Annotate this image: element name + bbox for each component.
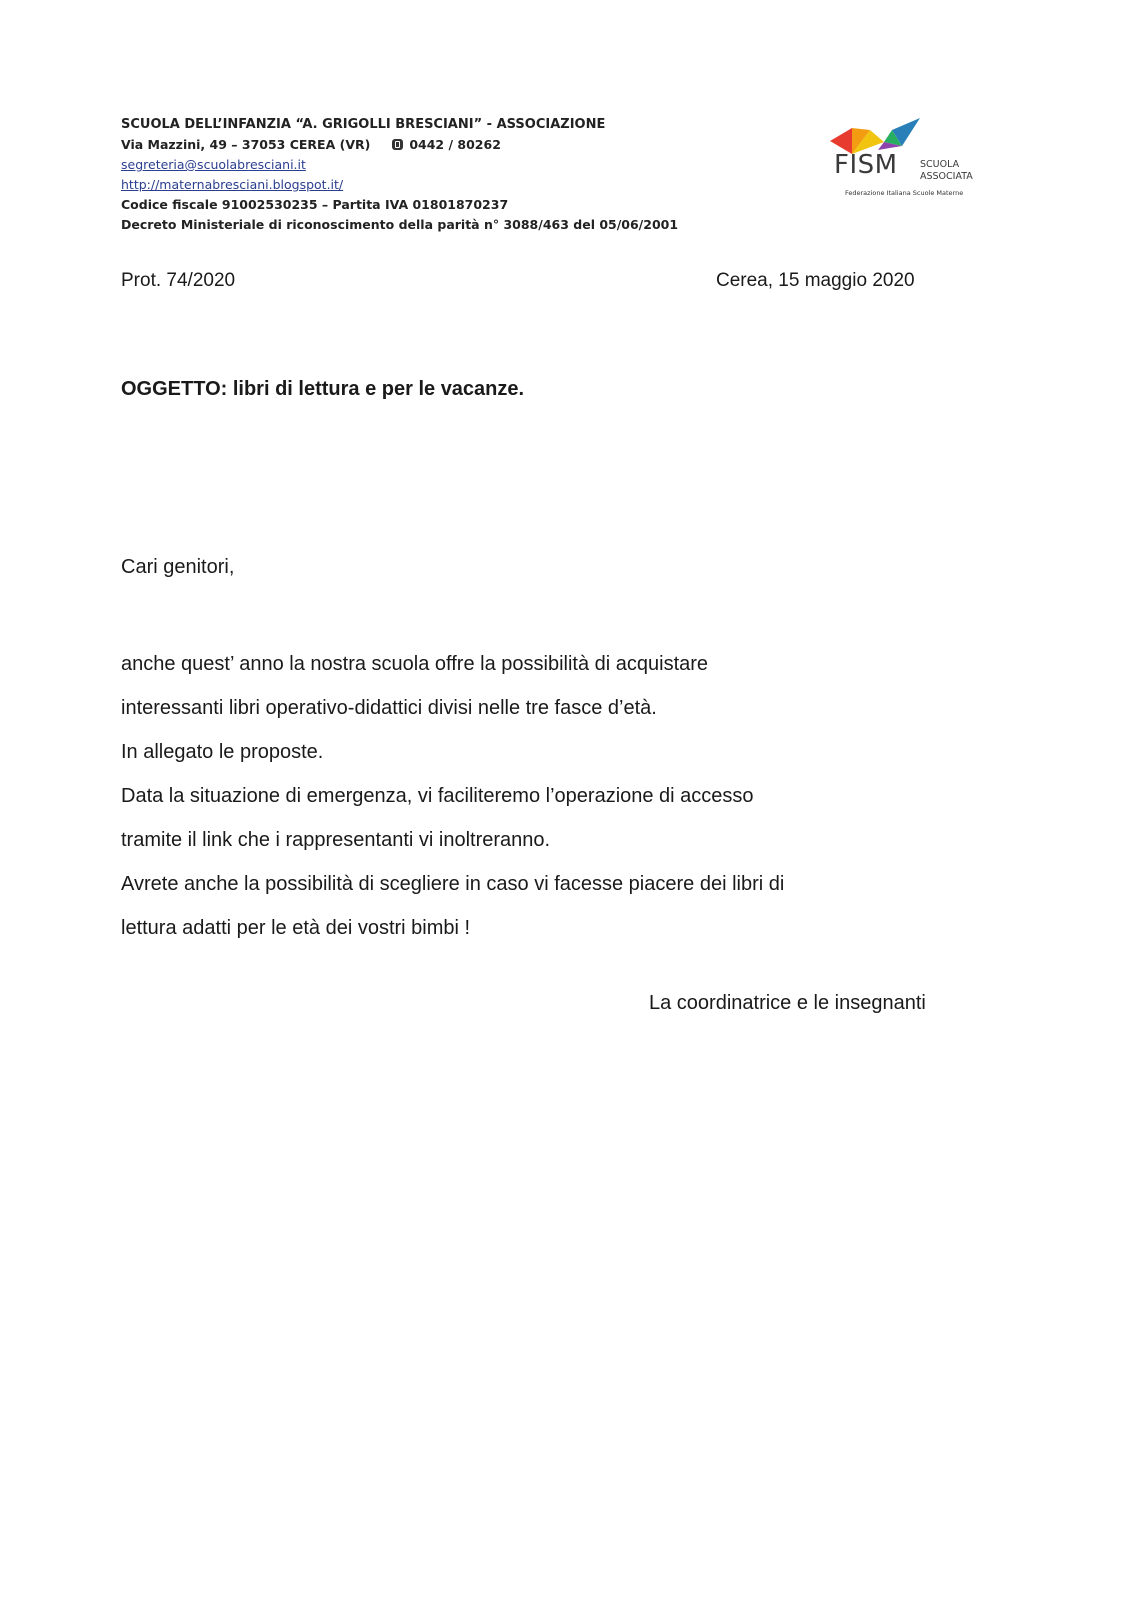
- letterhead: [121, 115, 678, 235]
- body-line: anche quest’ anno la nostra scuola offre la possibilità di acquistare: [121, 653, 709, 675]
- body-line: Data la situazione di emergenza, vi faciliteremo l’operazione di accesso: [121, 785, 754, 807]
- letter-subject: OGGETTO: libri di lettura e per le vacanze.: [121, 378, 525, 400]
- letter-greeting: Cari genitori,: [121, 556, 235, 578]
- email-link[interactable]: segreteria@scuolabresciani.it: [121, 157, 306, 172]
- logo-caption: Federazione Italiana Scuole Materne: [845, 189, 964, 197]
- body-line: In allegato le proposte.: [121, 741, 324, 763]
- phone-icon: [392, 139, 403, 150]
- school-address-line: [121, 135, 678, 155]
- school-name: SCUOLA DELL’INFANZIA “A. GRIGOLLI BRESCIANI” - ASSOCIAZIONE: [121, 117, 606, 132]
- logo-subtitle-line1: SCUOLA: [920, 159, 960, 170]
- website-link[interactable]: http://maternabresciani.blogspot.it/: [121, 177, 344, 192]
- body-line: interessanti libri operativo-didattici divisi nelle tre fasce d’età.: [121, 697, 657, 719]
- logo-name: FISM: [834, 150, 898, 180]
- letter-signature: La coordinatrice e le insegnanti: [649, 992, 926, 1014]
- decree-info: Decreto Ministeriale di riconoscimento della parità n° 3088/463 del 05/06/2001: [121, 217, 679, 232]
- fiscal-info: Codice fiscale 91002530235 – Partita IVA 01801870237: [121, 197, 509, 212]
- letter-body: [121, 642, 1021, 950]
- website-line: [121, 175, 678, 195]
- body-line: lettura adatti per le età dei vostri bimbi !: [121, 917, 471, 939]
- school-address: Via Mazzini, 49 – 37053 CEREA (VR): [121, 137, 371, 152]
- body-line: tramite il link che i rappresentanti vi inoltreranno.: [121, 829, 551, 851]
- logo-subtitle: [920, 159, 973, 183]
- letter-date: Cerea, 15 maggio 2020: [716, 270, 915, 291]
- logo-subtitle-line2: ASSOCIATA: [920, 171, 973, 182]
- body-line: Avrete anche la possibilità di scegliere in caso vi facesse piacere dei libri di: [121, 873, 785, 895]
- email-line: [121, 155, 678, 175]
- protocol-number: Prot. 74/2020: [121, 270, 236, 291]
- school-phone: 0442 / 80262: [409, 137, 501, 152]
